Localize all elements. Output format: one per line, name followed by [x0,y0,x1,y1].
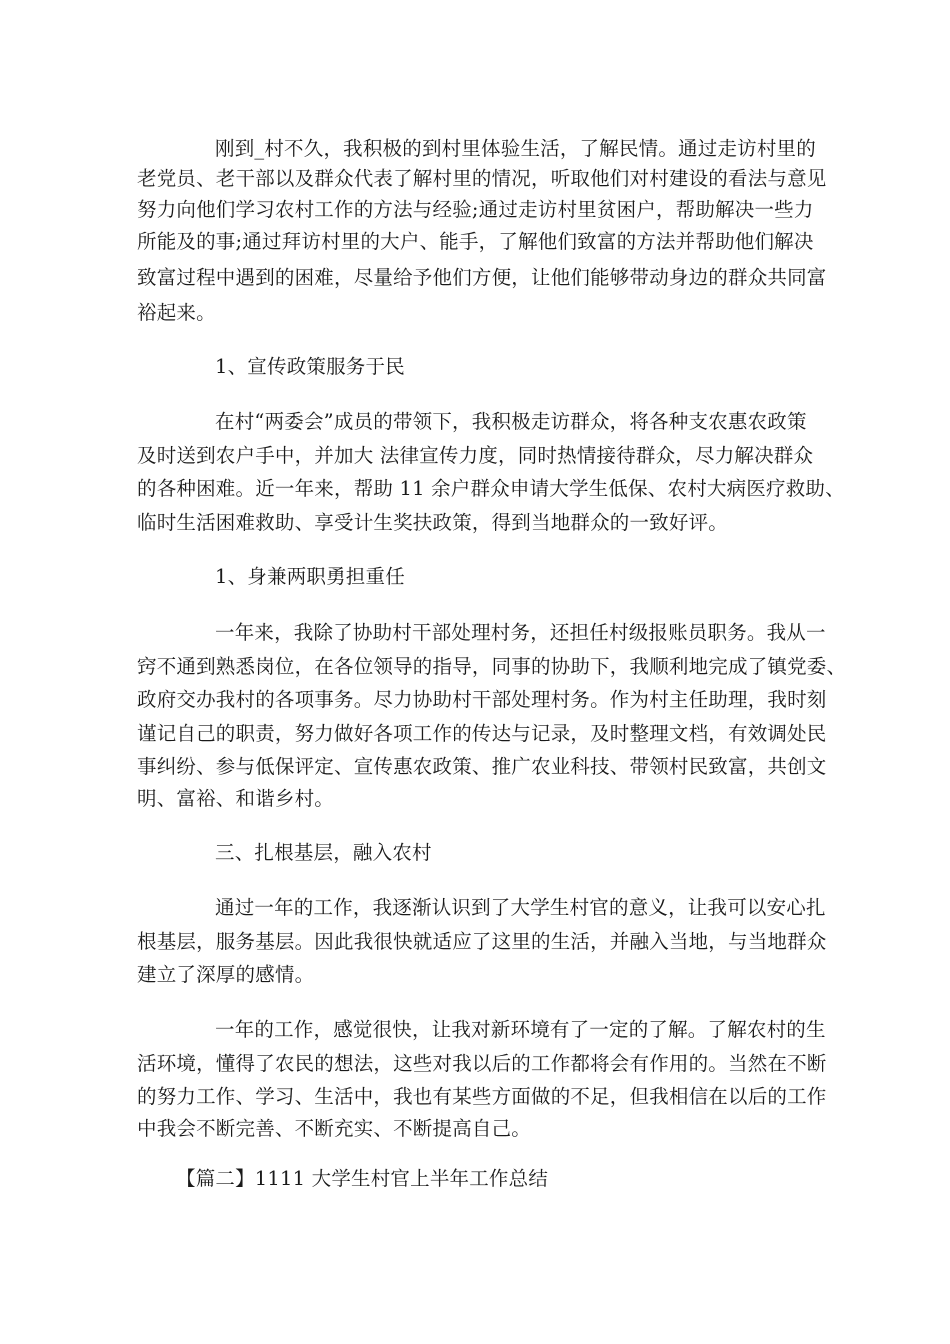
section-heading-grassroots: 三、扎根基层，融入农村 [215,841,432,864]
paragraph-3-line-3: 政府交办我村的各项事务。尽力协助村干部处理村务。作为村主任助理，我时刻 [137,688,827,711]
paragraph-1-line-3: 努力向他们学习农村工作的方法与经验;通过走访村里贫困户，帮助解决一些力 [137,198,814,221]
paragraph-1-line-6: 裕起来。 [137,301,216,324]
paragraph-1-line-1: 刚到_村不久，我积极的到村里体验生活，了解民情。通过走访村里的 [215,137,816,160]
part-two-title: 【篇二】1111 大学生村官上半年工作总结 [176,1167,549,1190]
paragraph-3-line-1: 一年来，我除了协助村干部处理村务，还担任村级报账员职务。我从一 [215,621,826,644]
paragraph-4-line-3: 建立了深厚的感情。 [137,963,315,986]
paragraph-2-line-2: 及时送到农户手中，并加大 法律宣传力度，同时热情接待群众，尽力解决群众 [137,444,814,467]
paragraph-3-line-5: 事纠纷、参与低保评定、宣传惠农政策、推广农业科技、带领村民致富，共创文 [137,755,827,778]
paragraph-2-line-1: 在村“两委会”成员的带领下，我积极走访群众，将各种支农惠农政策 [215,410,807,433]
paragraph-3-line-4: 谨记自己的职责，努力做好各项工作的传达与记录，及时整理文档，有效调处民 [137,722,827,745]
paragraph-3-line-2: 窍不通到熟悉岗位，在各位领导的指导，同事的协助下，我顺利地完成了镇党委、 [137,655,847,678]
paragraph-3-line-6: 明、富裕、和谐乡村。 [137,787,335,810]
paragraph-5-line-3: 的努力工作、学习、生活中，我也有某些方面做的不足，但我相信在以后的工作 [137,1085,827,1108]
paragraph-1-line-4: 所能及的事;通过拜访村里的大户、能手，了解他们致富的方法并帮助他们解决 [137,230,814,253]
paragraph-4-line-2: 根基层，服务基层。因此我很快就适应了这里的生活，并融入当地，与当地群众 [137,930,827,953]
section-heading-promote-policy: 1、宣传政策服务于民 [215,355,405,378]
paragraph-5-line-2: 活环境，懂得了农民的想法，这些对我以后的工作都将会有作用的。当然在不断 [137,1052,827,1075]
paragraph-5-line-1: 一年的工作，感觉很快，让我对新环境有了一定的了解。了解农村的生 [215,1018,826,1041]
paragraph-2-line-4: 临时生活困难救助、享受计生奖扶政策，得到当地群众的一致好评。 [137,511,729,534]
paragraph-2-line-3: 的各种困难。近一年来，帮助 11 余户群众申请大学生低保、农村大病医疗救助、 [137,477,845,500]
section-heading-dual-roles: 1、身兼两职勇担重任 [215,565,405,588]
paragraph-1-line-2: 老党员、老干部以及群众代表了解村里的情况，听取他们对村建设的看法与意见 [137,167,827,190]
paragraph-5-line-4: 中我会不断完善、不断充实、不断提高自己。 [137,1117,532,1140]
paragraph-1-line-5: 致富过程中遇到的困难，尽量给予他们方便，让他们能够带动身边的群众共同富 [137,266,827,289]
paragraph-4-line-1: 通过一年的工作，我逐渐认识到了大学生村官的意义，让我可以安心扎 [215,896,826,919]
